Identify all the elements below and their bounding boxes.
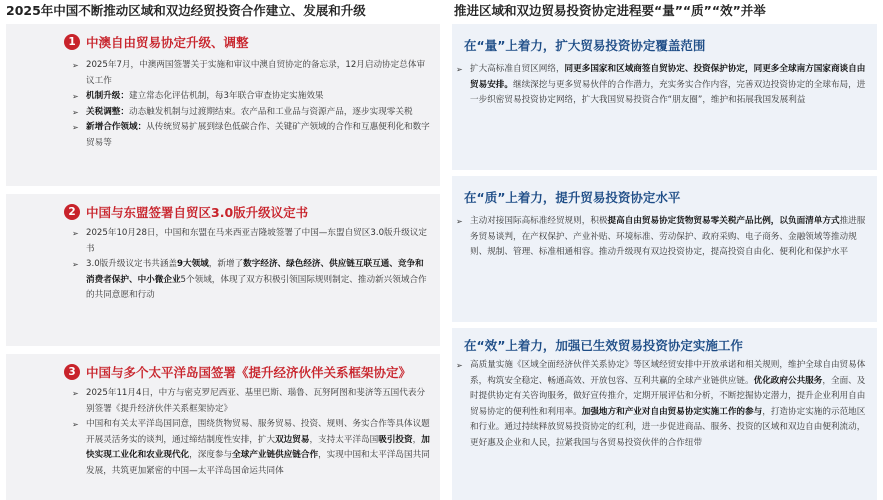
body-text: 推进服务贸易谈判，在产权保护、产业补贴、环境标准、劳动保护、政府采购、电子商务、金融领域等推动规则、规制、管理、标准相通相容。推动升级现有双边投资协定，提高投资自由化、便利化和保护水平 [470,216,866,258]
body-text: 建立常态化评估机制，每3年联合审查协定实施效果 [128,91,324,102]
bullet-item [72,89,430,105]
body-text: 3.0版升级议定书共涵盖 [86,259,178,270]
section-title-2 [64,202,440,222]
body-text: 从传统贸易扩展到绿色低碳合作、关键矿产领域的合作和互惠便利化和数字贸易等 [86,122,430,148]
bullet-item [72,105,430,121]
section-list-1 [6,58,440,152]
bold-text: 新增合作领域： [86,122,147,133]
right-column [452,24,877,500]
bold-text: 优化政府公共服务 [753,375,823,386]
bold-text: 同更多国家和区域商签自贸协定、投资保护协定，同更多全球南方国家商谈自由贸易安排。 [470,64,866,90]
body-text: 扩大高标准自贸区网络， [470,64,565,74]
focus-title-effect: 在“效”上着力，加强已生效贸易投资协定实施工作 [464,338,743,353]
bold-text: 机制升级： [86,91,129,102]
left-page-title: 2025年中国不断推动区域和双边经贸投资合作建立、发展和升级 [6,3,366,18]
section-title-text: 中澳自由贸易协定升级、调整 [86,35,249,50]
left-column [6,24,440,500]
bold-text: 加强地方和产业对自由贸易协定实施工作的参与 [581,406,763,417]
focus-title-quality: 在“质”上着力，提升贸易投资协定水平 [464,190,681,205]
focus-title-quantity: 在“量”上着力，扩大贸易投资协定覆盖范围 [464,38,706,53]
bold-text: 数字经济、绿色经济、供应链互联互通、竞争和消费者保护、中小微企业 [86,259,424,285]
bullet-item [72,226,430,257]
section-title-3 [64,362,440,382]
bullet-item [72,386,430,417]
focus-list-quantity [452,62,877,109]
body-text: 5个领域，体现了双方积极引领国际规则制定、推动新兴领域合作的共同意愿和行动 [86,274,427,301]
bold-text: 加快实现工业化和农业现代化 [86,434,430,461]
bold-text: 全球产业链供应链合作 [232,450,319,461]
body-text: 动态触发机制与过渡期结束。农产品和工业品与资源产品，逐步实现零关税 [128,106,413,117]
section-list-3 [6,386,440,480]
body-text: ，支持太平洋岛国 [309,434,379,445]
bold-text: 提高自由贸易协定货物贸易零关税产品比例，以负面清单方式 [607,216,840,226]
section-card-1 [6,24,440,186]
section-card-3 [6,354,440,500]
body-text: 高质量实施《区域全面经济伙伴关系协定》等区域经贸安排中开放承诺和相关规则，维护全球自由贸易体系，构筑安全稳定、畅通高效、开放包容、互利共赢的全球产业链供应链。 [470,360,866,386]
body-text: ，实现中国和太平洋岛国共同发展，共筑更加紧密的中国—太平洋岛国命运共同体 [86,450,430,476]
right-page-title: 推进区域和双边贸易投资协定进程要“量”“质”“效”并举 [454,3,766,18]
section-title-1 [64,32,440,52]
section-number-badge: 2 [64,204,80,220]
body-text: ，打造协定实施的示范地区和行业。通过持续释放贸易投资协定的红利，进一步促进商品、服务、投资的区域和双边自由便利流动，更好惠及企业和人民，拉紧我国与各贸易投资伙伴的合作纽带 [470,406,866,448]
body-text: ，全面、及时提供协定有关咨询服务，做好宣传推介，定期开展评估和分析，不断挖掘协定潜力，提升企业利用自由贸易协定的便利性和利用率。 [470,375,866,417]
section-title-text: 中国与东盟签署自贸区3.0版升级议定书 [86,205,309,220]
bullet-item [456,358,867,452]
bold-text: 吸引投资 [378,434,413,445]
body-text: 主动对接国际高标准经贸规则，积极 [470,216,608,226]
section-number-badge: 3 [64,364,80,380]
focus-list-effect [452,358,877,452]
section-list-2 [6,226,440,304]
focus-card-quality [452,176,877,322]
bold-text: 关税调整： [86,106,129,117]
body-text: 2025年7月，中澳两国签署关于实施和审议中澳自贸协定的备忘录，12月启动协定总体审议工作 [86,60,426,86]
body-text: 2025年10月28日，中国和东盟在马来西亚吉隆坡签署了中国—东盟自贸区3.0版升级议定书 [86,228,428,254]
section-title-text: 中国与多个太平洋岛国签署《提升经济伙伴关系框架协定》 [86,365,412,380]
bullet-item [72,417,430,479]
bold-text: 双边贸易 [275,434,310,445]
focus-card-effect [452,328,877,500]
focus-card-quantity [452,24,877,170]
bullet-item [456,214,867,261]
section-number-badge: 1 [64,34,80,50]
body-text: 2025年11月4日，中方与密克罗尼西亚、基里巴斯、瑙鲁、瓦努阿图和斐济等五国代表分别签署《提升经济伙伴关系框架协定》 [86,388,426,414]
focus-list-quality [452,214,877,261]
body-text: ，新增了 [208,259,244,270]
body-text: 中国和有关太平洋岛国同意，围绕货物贸易、服务贸易、投资、规则、务实合作等具体议题开展灵活务实的谈判，通过缔结制度性安排，扩大 [86,419,430,445]
section-card-2 [6,194,440,346]
bullet-item [72,120,430,151]
bullet-item [72,257,430,304]
bullet-item [456,62,867,109]
body-text: ， [412,434,422,445]
body-text: ，深度参与 [189,450,233,461]
bullet-item [72,58,430,89]
body-text: 继续深挖与更多贸易伙伴的合作潜力，充实务实合作内容，完善双边投资协定的全球布局，进一步织密贸易投资协定网络，扩大我国贸易投资合作“朋友圈”，维护和拓展我国发展利益 [470,79,866,106]
bold-text: 9大领域 [177,259,209,270]
